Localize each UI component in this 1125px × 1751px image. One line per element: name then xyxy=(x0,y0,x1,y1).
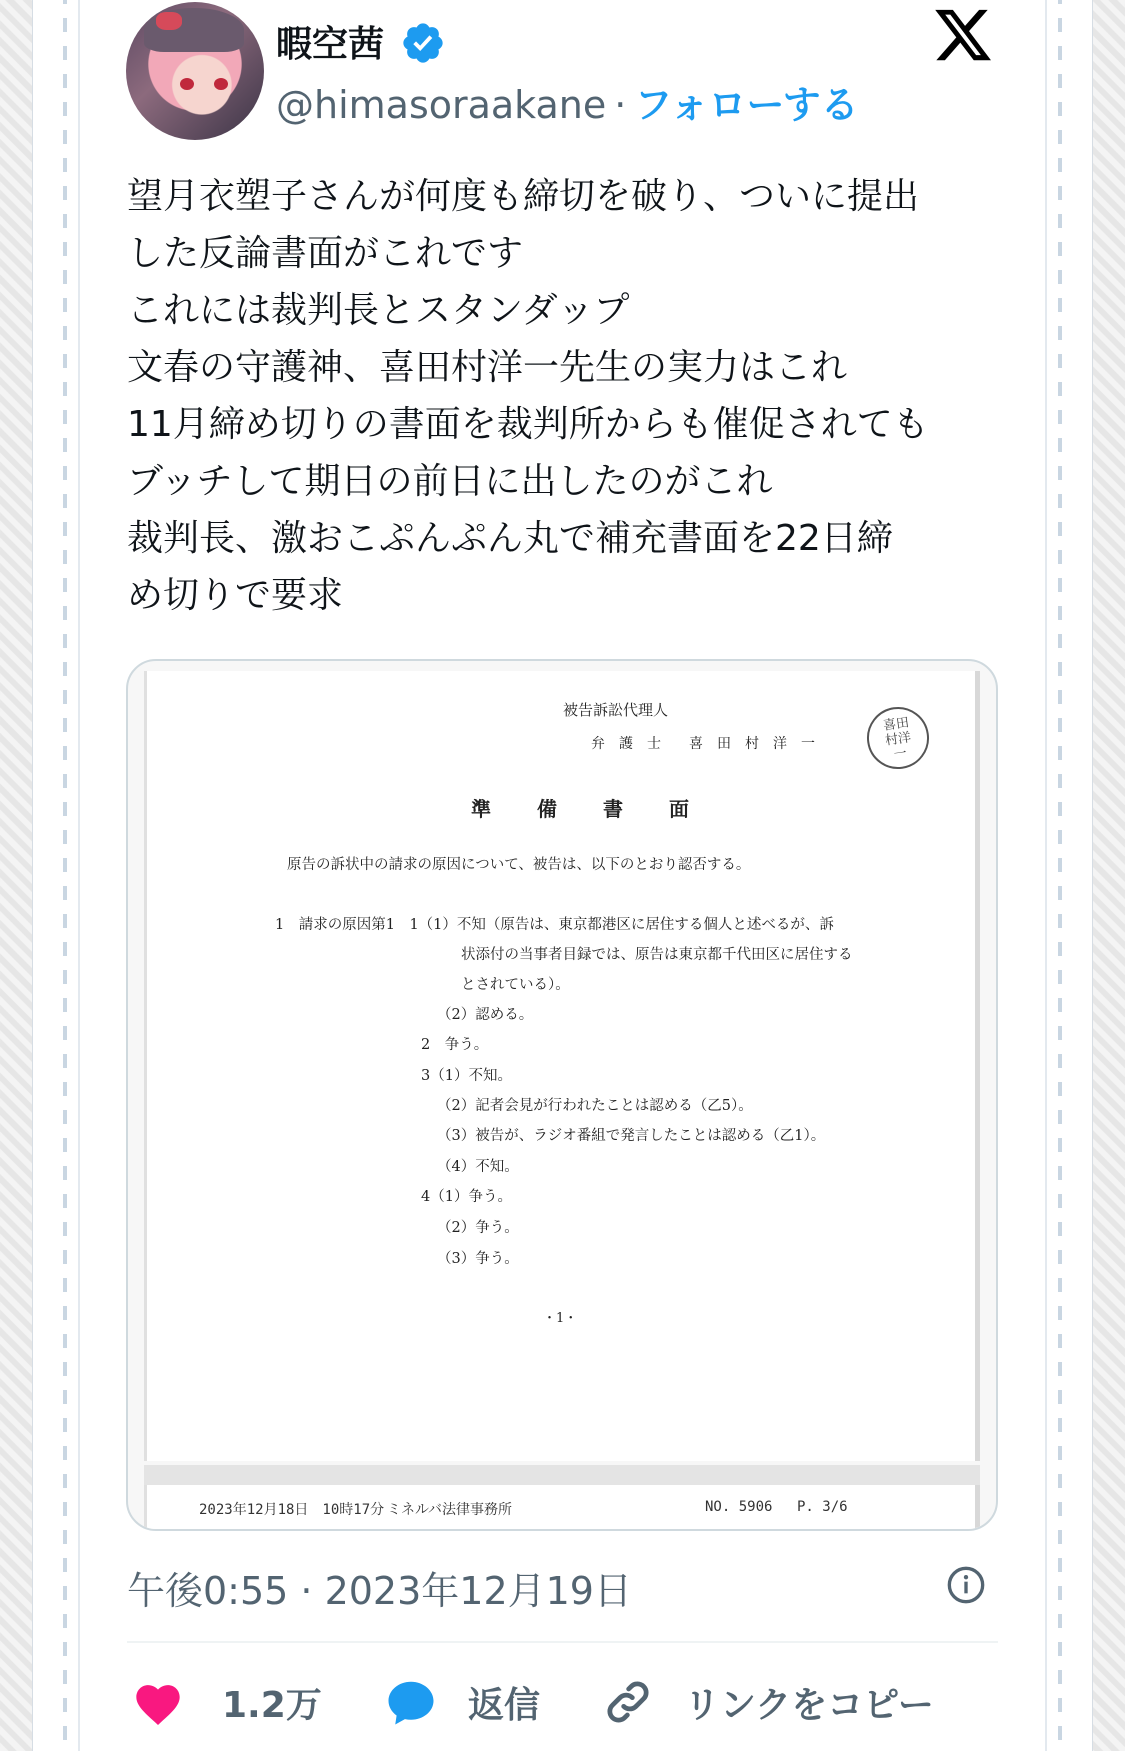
left-inner-line xyxy=(78,0,80,1751)
reply-button[interactable] xyxy=(384,1675,540,1729)
info-icon[interactable] xyxy=(946,1565,986,1605)
copy-link-button[interactable] xyxy=(602,1675,934,1729)
doc-line: （2）記者会見が行われたことは認める（乙5）。 xyxy=(437,1098,753,1114)
doc-line: （3）被告が、ラジオ番組で発言したことは認める（乙1）。 xyxy=(437,1128,826,1144)
link-icon xyxy=(602,1676,654,1728)
left-dashed-border xyxy=(63,0,67,1751)
doc-title: 準備書面 xyxy=(471,797,735,821)
doc-intro: 原告の訴状中の請求の原因について、被告は、以下のとおり認否する。 xyxy=(287,857,751,873)
doc-line: 2 争う。 xyxy=(421,1037,489,1053)
doc-page-number: ・1・ xyxy=(543,1311,578,1326)
reply-label: 返信 xyxy=(468,1684,541,1726)
doc-line: （2）争う。 xyxy=(437,1220,519,1236)
doc-line: 4（1）争う。 xyxy=(421,1189,512,1205)
handle-row xyxy=(276,74,859,129)
avatar[interactable] xyxy=(126,2,264,140)
fax-number: NO. 5906 xyxy=(705,1499,773,1515)
tweet-media-image[interactable] xyxy=(126,659,998,1531)
x-logo-icon[interactable] xyxy=(930,4,996,66)
document-page xyxy=(144,671,980,1461)
author-handle[interactable]: @himasoraakane xyxy=(276,83,607,127)
copy-link-label: リンクをコピー xyxy=(684,1684,934,1726)
like-count: 1.2万 xyxy=(222,1684,322,1726)
tweet-text: 望月衣塑子さんが何度も締切を破り、ついに提出 した反論書面がこれです これには裁判長とスタンダップ 文春の守護神、喜田村洋一先生の実力はこれ 11月締め切りの書面を裁判所からも催促されても ブッチして期日の前日に出したのがこれ 裁判長、激おこぷんぷん丸で補充書面を22日締 め切りで要求 xyxy=(127,176,929,616)
reply-bubble-icon xyxy=(384,1677,438,1727)
right-inner-line xyxy=(1045,0,1047,1751)
doc-line: とされている）。 xyxy=(461,977,570,993)
divider xyxy=(127,1641,998,1643)
fax-footer xyxy=(144,1485,980,1531)
doc-line: （3）争う。 xyxy=(437,1251,519,1267)
separator-dot: · xyxy=(614,83,627,127)
doc-line: 3（1）不知。 xyxy=(421,1068,512,1084)
page-gap xyxy=(144,1465,980,1485)
right-dashed-border xyxy=(1058,0,1062,1751)
fax-datetime: 2023年12月18日 10時17分 xyxy=(199,1502,385,1518)
doc-line: 1 請求の原因第1 1（1）不知（原告は、東京都港区に居住する個人と述べるが、訴 xyxy=(275,917,834,933)
tweet-timestamp[interactable]: 午後0:55 · 2023年12月19日 xyxy=(127,1569,632,1613)
lawyer-seal: 喜田 村洋 一 xyxy=(863,703,933,773)
follow-button[interactable]: フォローする xyxy=(634,83,859,127)
verified-badge-icon xyxy=(400,20,446,66)
fax-sender: ミネルバ法律事務所 xyxy=(387,1502,513,1518)
doc-line: （2）認める。 xyxy=(437,1007,534,1023)
doc-line: （4）不知。 xyxy=(437,1159,519,1175)
doc-agent-label: 被告訴訟代理人 xyxy=(563,701,669,719)
fax-page: P. 3/6 xyxy=(797,1499,848,1515)
heart-icon xyxy=(132,1678,184,1726)
like-button[interactable] xyxy=(132,1675,322,1729)
doc-line: 状添付の当事者目録では、原告は東京都千代田区に居住する xyxy=(461,947,853,963)
author-name[interactable]: 暇空茜 xyxy=(276,24,385,65)
doc-lawyer-line: 弁 護 士 喜 田 村 洋 一 xyxy=(591,736,815,752)
